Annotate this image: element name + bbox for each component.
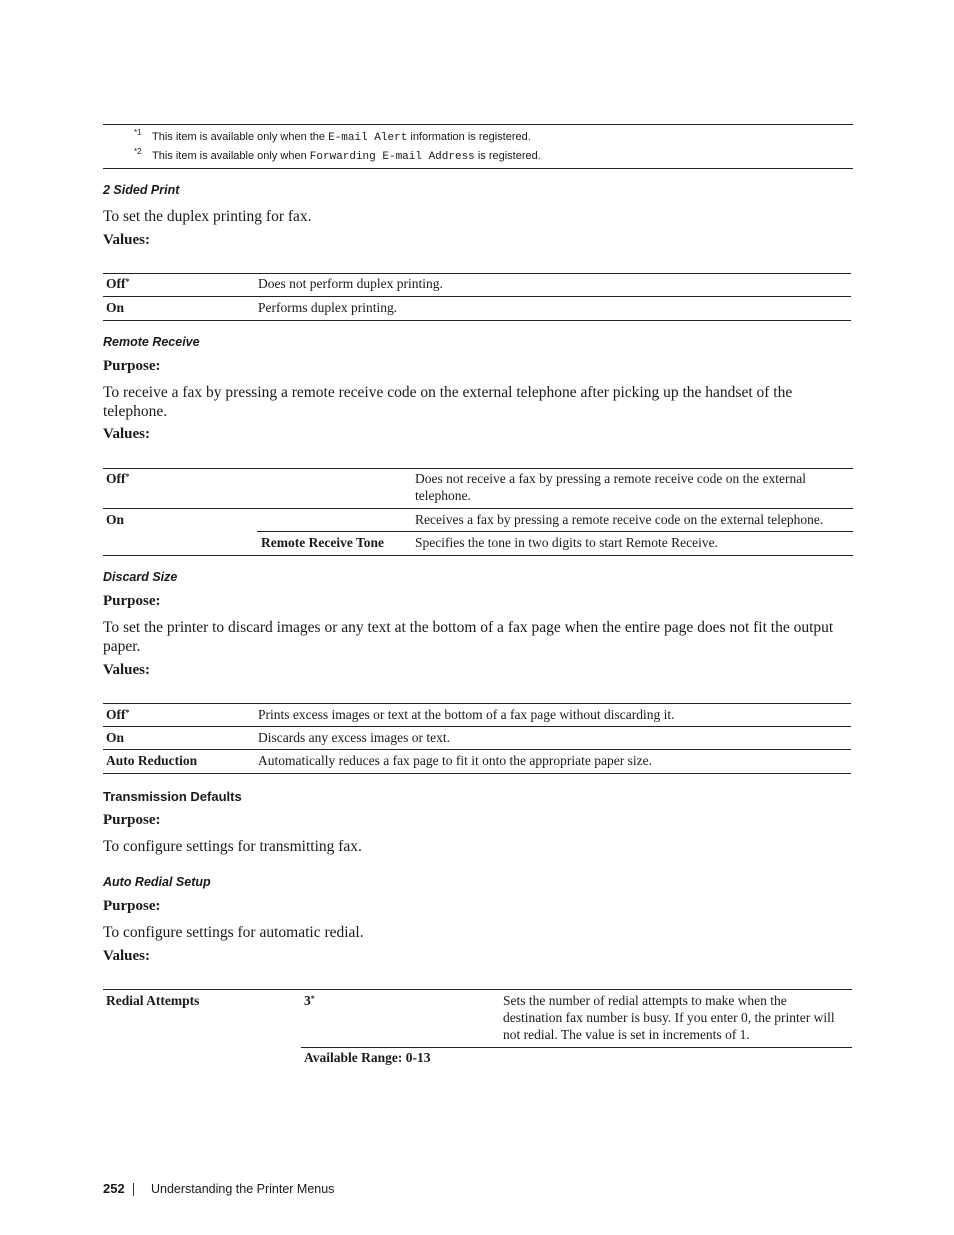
section-heading-auto-redial-setup: Auto Redial Setup (103, 875, 211, 889)
table-rule (103, 508, 853, 509)
table-rule (103, 989, 852, 990)
purpose-label: Purpose: (103, 358, 161, 374)
option-desc: Does not perform duplex printing. (258, 276, 443, 291)
option-name: Auto Reduction (106, 753, 198, 768)
section-heading-2-sided-print: 2 Sided Print (103, 183, 180, 197)
section-heading-discard-size: Discard Size (103, 570, 178, 584)
table-rule (103, 726, 851, 727)
table-rule (103, 773, 851, 774)
option-name: Off* (106, 471, 130, 486)
values-label-2-sided-print: Values: (103, 232, 150, 248)
page-number: 252 (103, 1181, 125, 1196)
option-name: On (106, 512, 125, 527)
footnote-1-code: E-mail Alert (328, 132, 408, 144)
option-desc: Does not receive a fax by pressing a remote receive code on the external telephone. (415, 471, 806, 503)
footnote-top-rule (103, 124, 853, 125)
option-desc: Prints excess images or text at the bottom of a fax page without discarding it. (258, 707, 675, 722)
table-rule (301, 1047, 852, 1048)
sub-option-desc: Specifies the tone in two digits to start Remote Receive. (415, 535, 718, 550)
values-label: Values: (103, 948, 150, 964)
table-rule (103, 468, 853, 469)
option-desc: Receives a fax by pressing a remote receive code on the external telephone. (415, 512, 824, 527)
option-name: Redial Attempts (106, 993, 200, 1008)
table-rule (103, 555, 853, 556)
option-desc: Discards any excess images or text. (258, 730, 450, 745)
table-rule (103, 749, 851, 750)
purpose-text: To set the printer to discard images or any text at the bottom of a fax page when the entire page does not fit the output paper. (103, 619, 834, 655)
table-rule (103, 320, 851, 321)
values-label: Values: (103, 662, 150, 678)
section-heading-transmission-defaults: Transmission Defaults (103, 789, 242, 804)
option-desc: Sets the number of redial attempts to make when the destination fax number is busy. If you enter 0, the printer will not redial. The value is set in increments of 1. (503, 993, 835, 1042)
purpose-text: To receive a fax by pressing a remote receive code on the external telephone after picking up the handset of the telephone. (103, 384, 793, 420)
footer-separator (133, 1183, 134, 1196)
values-label: Values: (103, 426, 150, 442)
purpose-label: Purpose: (103, 812, 161, 828)
option-value: 3* (304, 993, 315, 1008)
footnote-mark-1: *1 (134, 128, 142, 137)
option-desc: Automatically reduces a fax page to fit it onto the appropriate paper size. (258, 753, 652, 768)
purpose-label: Purpose: (103, 593, 161, 609)
footer-title: Understanding the Printer Menus (151, 1182, 335, 1196)
table-rule (257, 531, 853, 532)
option-desc: Performs duplex printing. (258, 300, 398, 315)
footnote-2: This item is available only when Forwarding E-mail Address is registered. (152, 150, 541, 163)
available-range: Available Range: 0-13 (304, 1050, 431, 1065)
section-heading-remote-receive: Remote Receive (103, 335, 200, 349)
table-rule (103, 703, 851, 704)
table-rule (103, 273, 851, 274)
option-name: On (106, 300, 125, 315)
footnote-2-code: Forwarding E-mail Address (309, 151, 475, 163)
purpose-text: To configure settings for automatic redial. (103, 924, 364, 941)
footnote-bottom-rule (103, 168, 853, 169)
option-name: Off* (106, 276, 130, 291)
table-rule (103, 296, 851, 297)
footnote-1: This item is available only when the E-mail Alert information is registered. (152, 131, 531, 144)
footnote-mark-2: *2 (134, 147, 142, 156)
option-name: Off* (106, 707, 130, 722)
purpose-text: To configure settings for transmitting fax. (103, 838, 362, 855)
section-desc-2-sided-print: To set the duplex printing for fax. (103, 208, 312, 225)
option-name: On (106, 730, 125, 745)
purpose-label: Purpose: (103, 898, 161, 914)
sub-option-name: Remote Receive Tone (261, 535, 384, 550)
